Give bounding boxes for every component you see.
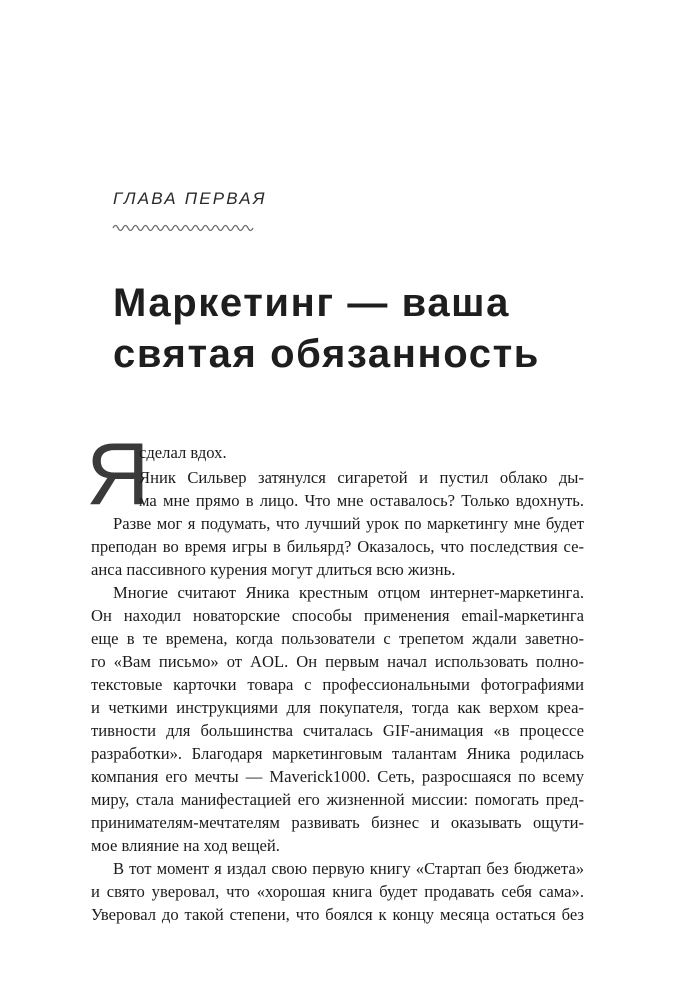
text-line: разработки». Благодаря маркетинговым талантам Яника родилась [91, 744, 584, 763]
text-line: го «Вам письмо» от AOL. Он первым начал использовать полно- [91, 652, 584, 671]
text-line: тивности для большинства считалась GIF-анимация «в процессе [91, 721, 584, 740]
text-line: Он находил новаторские способы применения email-маркетинга [91, 606, 584, 625]
chapter-title [113, 278, 540, 380]
chapter-label: ГЛАВА ПЕРВАЯ [113, 189, 267, 208]
drop-cap: Я [86, 424, 150, 523]
text-line: миру, стала манифестацией его жизненной миссии: помогать пред- [91, 790, 584, 809]
text-line: и свято уверовал, что «хорошая книга будет продавать себя сама». [91, 882, 584, 901]
text-line: анса пассивного курения могут длиться всю жизнь. [91, 560, 456, 579]
text-line: текстовые карточки товара с профессиональными фотографиями [91, 675, 584, 694]
text-line: Яник Сильвер затянулся сигаретой и пустил облако ды- [139, 468, 584, 487]
text-line: мое влияние на ход вещей. [91, 836, 280, 855]
text-line: и четкими инструкциями для покупателя, тогда как верхом креа- [91, 698, 584, 717]
text-line: Многие считают Яника крестным отцом интернет-маркетинга. [113, 583, 584, 602]
text-line: преподан во время игры в бильярд? Оказалось, что последствия се- [91, 537, 584, 556]
text-line: В тот момент я издал свою первую книгу «Стартап без бюджета» [113, 859, 584, 878]
text-line: еще в те времена, когда пользователи с трепетом ждали заветно- [91, 629, 584, 648]
text-line: ма мне прямо в лицо. Что мне оставалось? Только вдохнуть. [139, 491, 584, 510]
text-line: Уверовал до такой степени, что боялся к концу месяца остаться без [91, 905, 584, 924]
text-line: компания его мечты — Maverick1000. Сеть, разросшаяся по всему [91, 767, 584, 786]
chapter-title-line-1: Маркетинг — ваша [113, 281, 510, 325]
wavy-divider-ornament [112, 221, 254, 235]
chapter-title-line-2: святая обязанность [113, 332, 540, 376]
text-line: принимателям-мечтателям развивать бизнес и оказывать ощути- [91, 813, 584, 832]
text-line: сделал вдох. [139, 443, 227, 462]
text-line: Разве мог я подумать, что лучший урок по маркетингу мне будет [113, 514, 584, 533]
